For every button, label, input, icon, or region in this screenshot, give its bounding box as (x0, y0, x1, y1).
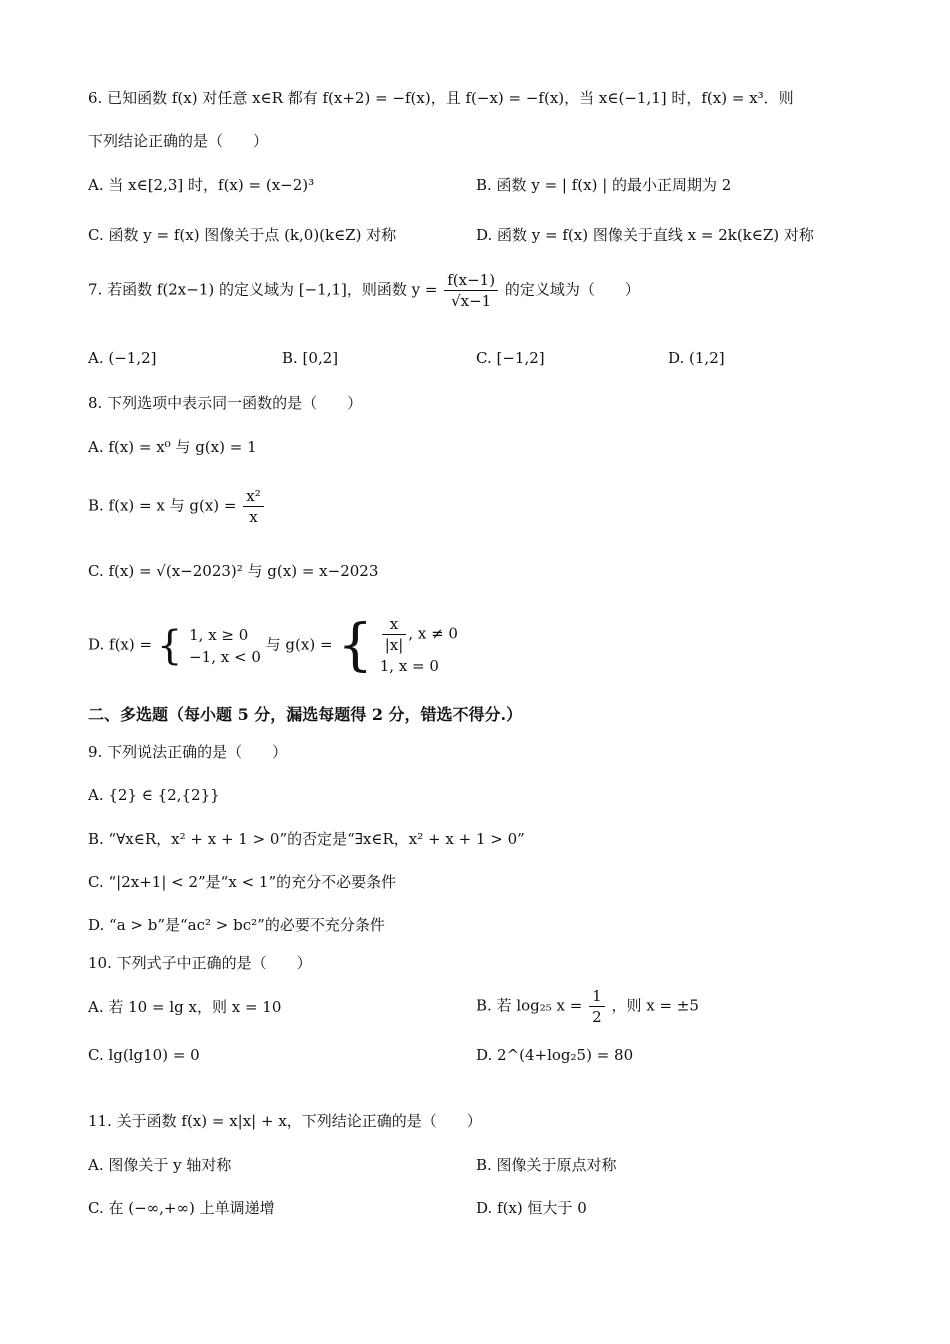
q8-d-g-case2: 1, x = 0 (379, 657, 439, 675)
q10-option-b-tail: ，则 x = ±5 (611, 996, 699, 1015)
q7-option-a: A. (−1,2] (88, 349, 157, 367)
q9-option-d: D. “a > b”是“ac² > bc²”的必要不充分条件 (88, 916, 385, 934)
q9-option-a: A. {2} ∈ {2,{2}} (88, 786, 220, 804)
q9-stem: 9. 下列说法正确的是（ ） (88, 743, 288, 761)
q8-stem: 8. 下列选项中表示同一函数的是（ ） (88, 394, 363, 412)
q8-option-b (88, 486, 266, 527)
q8-option-d-text: D. f(x) = (88, 635, 153, 654)
q11-stem: 11. 关于函数 f(x) = x|x| + x，下列结论正确的是（ ） (88, 1112, 482, 1130)
left-brace-symbol: { (156, 622, 183, 669)
q8-option-b-fraction (243, 486, 263, 527)
q8-d-f-case1: 1, x ≥ 0 (189, 625, 249, 644)
q8-option-a: A. f(x) = x⁰ 与 g(x) = 1 (88, 438, 257, 456)
q11-option-c: C. 在 (−∞,+∞) 上单调递增 (88, 1199, 275, 1217)
q10-option-b (476, 986, 699, 1027)
q8-d-f-case2: −1, x < 0 (189, 647, 261, 666)
q11-option-b: B. 图像关于原点对称 (476, 1156, 617, 1174)
q6-option-a: A. 当 x∈[2,3] 时，f(x) = (x−2)³ (88, 176, 315, 194)
q8-b-denominator: x (249, 508, 258, 526)
q8-d-f-cases (189, 624, 261, 668)
q8-d-g-cases (380, 614, 458, 677)
q10-option-a: A. 若 10 = lg x，则 x = 10 (88, 998, 282, 1016)
q10-option-d: D. 2^(4+log₂5) = 80 (476, 1046, 634, 1064)
q8-d-mid-text: 与 g(x) = (265, 635, 333, 654)
q11-option-d: D. f(x) 恒大于 0 (476, 1199, 587, 1217)
q10-b-denominator: 2 (592, 1008, 602, 1026)
q7-stem-part2: 的定义域为（ ） (504, 280, 640, 299)
q7-fraction (444, 270, 498, 311)
q8-b-numerator: x² (243, 486, 263, 507)
q8-option-b-text: B. f(x) = x 与 g(x) = (88, 496, 237, 515)
q10-stem: 10. 下列式子中正确的是（ ） (88, 954, 312, 972)
q8-d-g-denominator: |x| (384, 636, 404, 654)
q6-stem-line1: 6. 已知函数 f(x) 对任意 x∈R 都有 f(x+2) = −f(x)，且 f(−x) = −f(x)，当 x∈(−1,1] 时，f(x) = x³．则 (88, 89, 794, 107)
q7-option-d: D. (1,2] (668, 349, 725, 367)
q8-option-d (88, 614, 458, 677)
q7-stem-part1: 7. 若函数 f(2x−1) 的定义域为 [−1,1]，则函数 y = (88, 280, 438, 299)
q7-frac-numerator: f(x−1) (444, 270, 498, 291)
q9-option-b: B. “∀x∈R，x² + x + 1 > 0”的否定是“∃x∈R，x² + x + 1 > 0” (88, 830, 525, 848)
q7-frac-denominator: √x−1 (451, 292, 492, 310)
q8-d-g-numerator: x (382, 614, 407, 635)
q8-d-g-case1-condition: , x ≠ 0 (408, 624, 458, 643)
q6-stem-line2: 下列结论正确的是（ ） (88, 132, 269, 150)
q9-option-c: C. “|2x+1| < 2”是“x < 1”的充分不必要条件 (88, 873, 397, 891)
section-heading: 二、多选题（每小题 5 分，漏选每题得 2 分，错选不得分.） (88, 705, 523, 724)
q8-d-g-case1 (380, 614, 458, 655)
q11-option-a: A. 图像关于 y 轴对称 (88, 1156, 232, 1174)
q10-b-numerator: 1 (589, 986, 605, 1007)
q7-stem (88, 270, 640, 311)
left-brace-symbol-g: { (337, 612, 373, 678)
q10-option-b-fraction (589, 986, 605, 1027)
q7-option-c: C. [−1,2] (476, 349, 545, 367)
q6-option-d: D. 函数 y = f(x) 图像关于直线 x = 2k(k∈Z) 对称 (476, 226, 814, 244)
q10-option-b-text: B. 若 log₂₅ x = (476, 996, 583, 1015)
q10-option-c: C. lg(lg10) = 0 (88, 1046, 200, 1064)
q6-option-c: C. 函数 y = f(x) 图像关于点 (k,0)(k∈Z) 对称 (88, 226, 397, 244)
q6-option-b: B. 函数 y = | f(x) | 的最小正周期为 2 (476, 176, 732, 194)
q8-option-c: C. f(x) = √(x−2023)² 与 g(x) = x−2023 (88, 562, 379, 580)
q8-d-g-fraction (382, 614, 407, 655)
q7-option-b: B. [0,2] (282, 349, 339, 367)
